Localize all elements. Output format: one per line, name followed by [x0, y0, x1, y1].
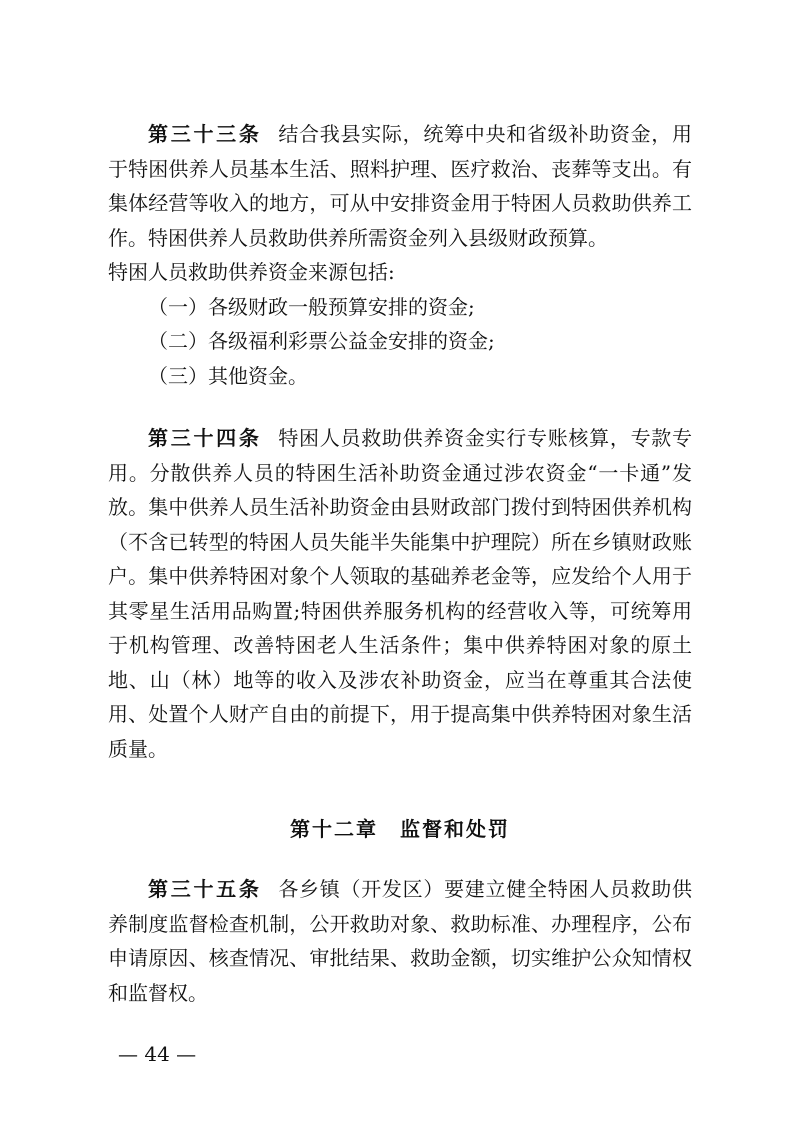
article-33-paragraph [108, 117, 692, 255]
chapter-12-heading: 第十二章 监督和处罚 [290, 817, 510, 841]
article-34-paragraph [108, 421, 692, 766]
article-34-title: 第三十四条 [148, 426, 262, 450]
funding-sources-intro: 特困人员救助供养资金来源包括: [108, 260, 395, 284]
article-33-section [108, 117, 692, 393]
funding-source-item-2: （二）各级福利彩票公益金安排的资金; [148, 329, 495, 353]
article-35-title: 第三十五条 [148, 877, 262, 901]
article-34-text: 特困人员救助供养资金实行专账核算，专款专用。分散供养人员的特困生活补助资金通过涉农资金“一卡通”发放。集中供养人员生活补助资金由县财政部门拨付到特困供养机构（不含已转型的特困人员失能半失能集中护理院）所在乡镇财政账户。集中供养特困对象个人领取的基础养老金等，应发给个人用于其零星生活用品购置;特困供养服务机构的经营收入等，可统筹用于机构管理、改善特困老人生活条件；集中供养特困对象的原土地、山（林）地等的收入及涉农补助资金，应当在尊重其合法使用、处置个人财产自由的前提下，用于提高集中供养特困对象生活质量。 [108, 426, 693, 761]
article-35-paragraph [108, 872, 692, 1010]
article-33-text: 结合我县实际，统筹中央和省级补助资金，用于特困供养人员基本生活、照料护理、医疗救治、丧葬等支出。有集体经营等收入的地方，可从中安排资金用于特困人员救助供养工作。特困供养人员救助供养所需资金列入县级财政预算。 [108, 122, 693, 250]
article-33-title: 第三十三条 [148, 122, 262, 146]
funding-source-item-3: （三）其他资金。 [148, 363, 308, 388]
funding-source-item-1: （一）各级财政一般预算安排的资金; [148, 294, 475, 319]
article-35-section [108, 872, 692, 1010]
article-34-section [108, 421, 692, 766]
article-35-text: 各乡镇（开发区）要建立健全特困人员救助供养制度监督检查机制，公开救助对象、救助标准、办理程序，公布申请原因、核查情况、审批结果、救助金额，切实维护公众知情权和监督权。 [108, 877, 693, 1005]
page-number: — 44 — [118, 1042, 197, 1066]
